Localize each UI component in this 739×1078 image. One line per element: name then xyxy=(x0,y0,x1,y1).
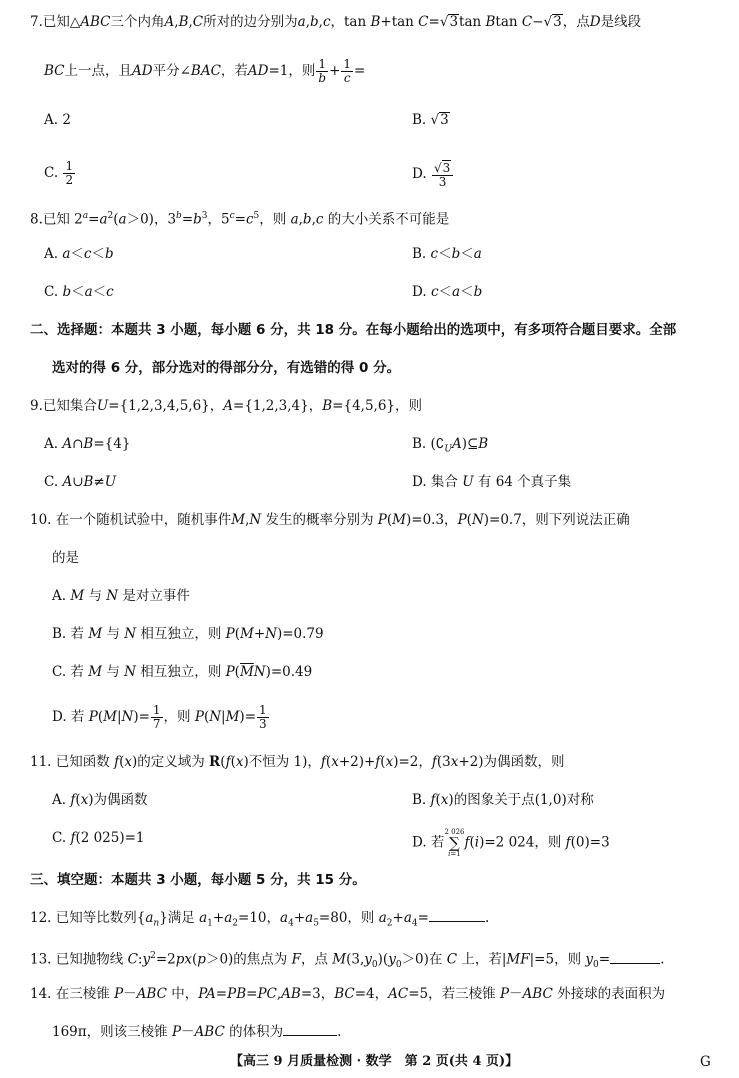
q14-stem-line1: 14. 在三棱锥 P－ABC 中，PA=PB=PC,AB=3，BC=4，AC=5，若三棱锥 P－ABC 外接球的表面积为 xyxy=(30,986,666,1002)
q11-stem: 11. 已知函数 f(x)的定义域为 R(f(x)不恒为 1)，f(x+2)+f(x)=2，f(3x+2)为偶函数，则 xyxy=(30,754,565,770)
q10-stem-line2: 的是 xyxy=(52,550,79,566)
q9-option-c: C. A∪B≠U xyxy=(44,474,117,490)
paper-code: G xyxy=(700,1054,711,1070)
q7-stem-line1: 7.已知△ABC三个内角A,B,C所对的边分别为a,b,c，tan B+tan C=√3tan Btan C−√3，点D是线段 xyxy=(30,14,642,30)
q8-option-d: D. c＜a＜b xyxy=(412,284,483,300)
q10-option-a: A. M 与 N 是对立事件 xyxy=(52,588,190,604)
q7-option-b: B. √3 xyxy=(412,112,449,128)
q7-stem-line2: BC上一点，且AD平分∠BAC，若AD=1，则 $\frac{1}{b}$ + $\frac{1}{c}$ = xyxy=(44,57,366,85)
q8-option-a: A. a＜c＜b xyxy=(44,246,114,262)
section-2-heading-cont: 选对的得 6 分，部分选对的得部分分，有选错的得 0 分。 xyxy=(52,360,401,376)
q7-option-a: A. 2 xyxy=(44,112,71,128)
answer-blank xyxy=(283,1023,337,1036)
q11-option-a: A. f(x)为偶函数 xyxy=(52,792,148,808)
q7-option-d: D. $\frac{√3}{3}$ xyxy=(412,160,454,189)
q12-stem: 12. 已知等比数列$\{a_n\}$满足 $a_1+a_2=10$，$a_4+a_5=80$，则 $a_2+a_4=$ . xyxy=(30,910,490,929)
q13-stem: 13. 已知抛物线 $C:y^2=2px(p>0)$的焦点为 F，点 $M(3,y_0)(y_0>0)$在 C 上，若|MF|=5，则 $y_0=$ . xyxy=(30,951,665,971)
q11-option-c: C. f(2 025)=1 xyxy=(52,830,145,846)
q8-option-b: B. c＜b＜a xyxy=(412,246,482,262)
fraction-1-over-b: $\frac{1}{b}$ xyxy=(318,57,327,85)
q9-option-a: A. A∩B={4} xyxy=(44,436,131,452)
q11-option-d: D. 若2 026 ∑ i=1f(i)=2 024，则 f(0)=3 xyxy=(412,828,610,858)
q8-option-c: C. b＜a＜c xyxy=(44,284,114,300)
section-2-heading: 二、选择题：本题共 3 小题，每小题 6 分，共 18 分。在每小题给出的选项中，有多项符合题目要求。全部 xyxy=(30,322,677,338)
q9-option-b: B. $(∁_UA)⊆B$ xyxy=(412,436,489,455)
page-footer: 【高三 9 月质量检测 · 数学 第 2 页(共 4 页)】 xyxy=(230,1054,519,1069)
q10-stem-line1: 10. 在一个随机试验中，随机事件M,N 发生的概率分别为 P(M)=0.3，P(N)=0.7，则下列说法正确 xyxy=(30,512,630,528)
fraction-1-over-c: $\frac{1}{c}$ xyxy=(343,57,352,85)
q10-option-d: D. 若 P(M|N)= $\frac{1}{7}$ ，则 P(N|M)= $\frac{1}{3}$ xyxy=(52,703,267,731)
q9-stem: 9.已知集合U={1,2,3,4,5,6}，A={1,2,3,4}，B={4,5,6}，则 xyxy=(30,398,423,414)
q10-option-c: C. 若 M 与 N 相互独立，则 $P(\overline{M}N)=0.49$ xyxy=(52,664,313,680)
section-3-heading: 三、填空题：本题共 3 小题，每小题 5 分，共 15 分。 xyxy=(30,872,366,888)
q9-option-d: D. 集合 U 有 64 个真子集 xyxy=(412,474,572,490)
q14-stem-line2: 169π，则该三棱锥 P－ABC 的体积为 . xyxy=(52,1024,342,1040)
q10-option-b: B. 若 M 与 N 相互独立，则 P(M+N)=0.79 xyxy=(52,626,324,642)
answer-blank xyxy=(610,951,660,964)
q11-option-b: B. f(x)的图象关于点(1,0)对称 xyxy=(412,792,594,808)
q8-stem: 8.已知 $2^a=a^2(a>0)$，$3^b=b^3$，$5^c=c^5$，则 a,b,c 的大小关系不可能是 xyxy=(30,211,450,228)
answer-blank xyxy=(429,909,485,922)
summation-symbol: 2 026 ∑ i=1 xyxy=(444,828,465,858)
q7-option-c: C. $\frac{1}{2}$ xyxy=(44,159,74,187)
